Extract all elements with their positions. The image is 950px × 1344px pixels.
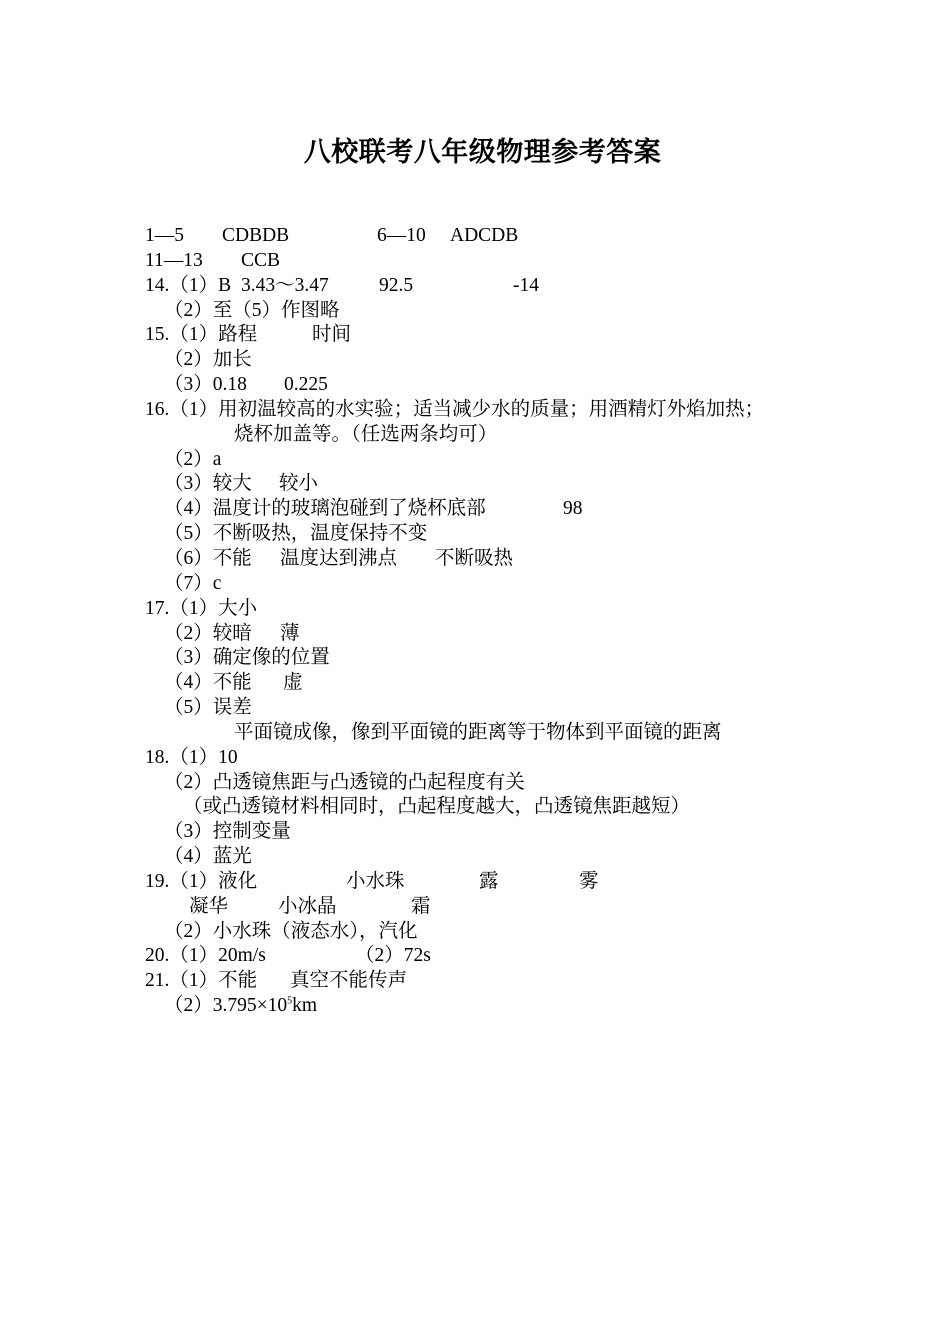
answer-text: （2）凸透镜焦距与凸透镜的凸起程度有关 bbox=[164, 771, 525, 793]
answer-text: （2）至（5）作图略 bbox=[164, 299, 340, 321]
answer-line bbox=[145, 423, 865, 448]
answer-text: 温度达到沸点 bbox=[280, 547, 398, 569]
answer-text: ADCDB bbox=[450, 225, 519, 246]
answer-text: （3）较大 bbox=[164, 473, 252, 495]
answer-text: CDBDB bbox=[222, 225, 290, 246]
answer-line bbox=[145, 398, 865, 423]
answer-text: （6）不能 bbox=[164, 547, 252, 569]
exponent: 5 bbox=[287, 995, 293, 1007]
answer-text: 0.225 bbox=[284, 374, 328, 396]
answer-line bbox=[145, 820, 865, 845]
answer-text bbox=[164, 994, 317, 1019]
answer-line bbox=[145, 572, 865, 597]
answer-text: 薄 bbox=[280, 622, 300, 644]
answer-text: 20.（1）20m/s bbox=[145, 945, 266, 967]
answer-text: （3）控制变量 bbox=[164, 821, 291, 843]
answer-line bbox=[145, 795, 865, 820]
unit-text: km bbox=[292, 995, 318, 1017]
answer-line bbox=[145, 920, 865, 945]
answer-line bbox=[145, 746, 865, 771]
answer-line bbox=[145, 249, 865, 274]
answer-text: 雾 bbox=[579, 870, 599, 892]
answer-line bbox=[145, 224, 865, 249]
page-title: 八校联考八年级物理参考答案 bbox=[303, 137, 662, 167]
answer-text: 露 bbox=[479, 870, 499, 892]
answer-text: 92.5 bbox=[379, 274, 414, 296]
answer-text: （4）温度计的玻璃泡碰到了烧杯底部 bbox=[164, 498, 486, 520]
answer-text: 时间 bbox=[312, 324, 352, 346]
answer-text: 15.（1）路程 bbox=[145, 324, 258, 346]
answer-text: （2）a bbox=[164, 448, 222, 470]
answer-line bbox=[145, 994, 865, 1019]
answer-text: （5）误差 bbox=[164, 697, 252, 719]
answer-text: （5）不断吸热，温度保持不变 bbox=[164, 523, 428, 545]
answer-text: （2）加长 bbox=[164, 349, 252, 371]
answer-line bbox=[145, 448, 865, 473]
answer-text: 较小 bbox=[279, 473, 319, 495]
answer-line bbox=[145, 721, 865, 746]
question-range: 1—5 bbox=[145, 225, 184, 246]
answer-text: （2）较暗 bbox=[164, 622, 252, 644]
answer-line bbox=[145, 771, 865, 796]
answer-line bbox=[145, 522, 865, 547]
answer-text: 17.（1）大小 bbox=[145, 597, 258, 619]
answer-text: （或凸透镜材料相同时，凸起程度越大，凸透镜焦距越短） bbox=[183, 796, 691, 818]
answer-line bbox=[145, 597, 865, 622]
answer-text: 烧杯加盖等。（任选两条均可） bbox=[234, 423, 498, 445]
answer-text: 21.（1）不能 bbox=[145, 970, 258, 992]
answer-text: -14 bbox=[513, 274, 539, 296]
answer-line bbox=[145, 870, 865, 895]
answer-text: 14.（1）B bbox=[145, 274, 232, 296]
answer-list bbox=[145, 224, 865, 1019]
question-range: 11—13 bbox=[145, 249, 203, 271]
answer-text: 3.43～3.47 bbox=[241, 274, 329, 296]
answer-line bbox=[145, 472, 865, 497]
answer-line bbox=[145, 547, 865, 572]
answer-line bbox=[145, 622, 865, 647]
answer-text: 虚 bbox=[283, 672, 303, 694]
answer-text: 凝华 bbox=[189, 895, 229, 917]
answer-line bbox=[145, 696, 865, 721]
answer-text: 98 bbox=[563, 498, 583, 520]
answer-text: （2）小水珠（液态水），汽化 bbox=[164, 920, 418, 942]
answer-line bbox=[145, 373, 865, 398]
answer-text: CCB bbox=[241, 249, 281, 271]
answer-text-base: （2）3.795×10 bbox=[164, 995, 288, 1017]
answer-text: 18.（1）10 bbox=[145, 746, 238, 768]
answer-line bbox=[145, 671, 865, 696]
answer-line bbox=[145, 646, 865, 671]
answer-line bbox=[145, 497, 865, 522]
answer-text: （4）不能 bbox=[164, 672, 252, 694]
answer-text: （3）确定像的位置 bbox=[164, 647, 330, 669]
answer-text: 19.（1）液化 bbox=[145, 870, 258, 892]
answer-text: （2）72s bbox=[355, 945, 431, 967]
answer-text: 小冰晶 bbox=[278, 895, 337, 917]
answer-text: 不断吸热 bbox=[435, 547, 514, 569]
answer-text: 小水珠 bbox=[346, 870, 405, 892]
answer-line bbox=[145, 323, 865, 348]
answer-text: 真空不能传声 bbox=[290, 970, 408, 992]
answer-line bbox=[145, 845, 865, 870]
answer-text: （3）0.18 bbox=[164, 374, 247, 396]
answer-line bbox=[145, 895, 865, 920]
answer-text: 霜 bbox=[411, 895, 431, 917]
answer-line bbox=[145, 274, 865, 299]
question-range: 6—10 bbox=[377, 225, 426, 246]
answer-text: （4）蓝光 bbox=[164, 846, 252, 868]
answer-line bbox=[145, 969, 865, 994]
answer-line bbox=[145, 348, 865, 373]
answer-line bbox=[145, 944, 865, 969]
answer-text: 16.（1）用初温较高的水实验；适当减少水的质量；用酒精灯外焰加热； bbox=[145, 398, 765, 420]
answer-text: 平面镜成像，像到平面镜的距离等于物体到平面镜的距离 bbox=[234, 721, 722, 743]
answer-line bbox=[145, 299, 865, 324]
answer-text: （7）c bbox=[164, 572, 222, 594]
